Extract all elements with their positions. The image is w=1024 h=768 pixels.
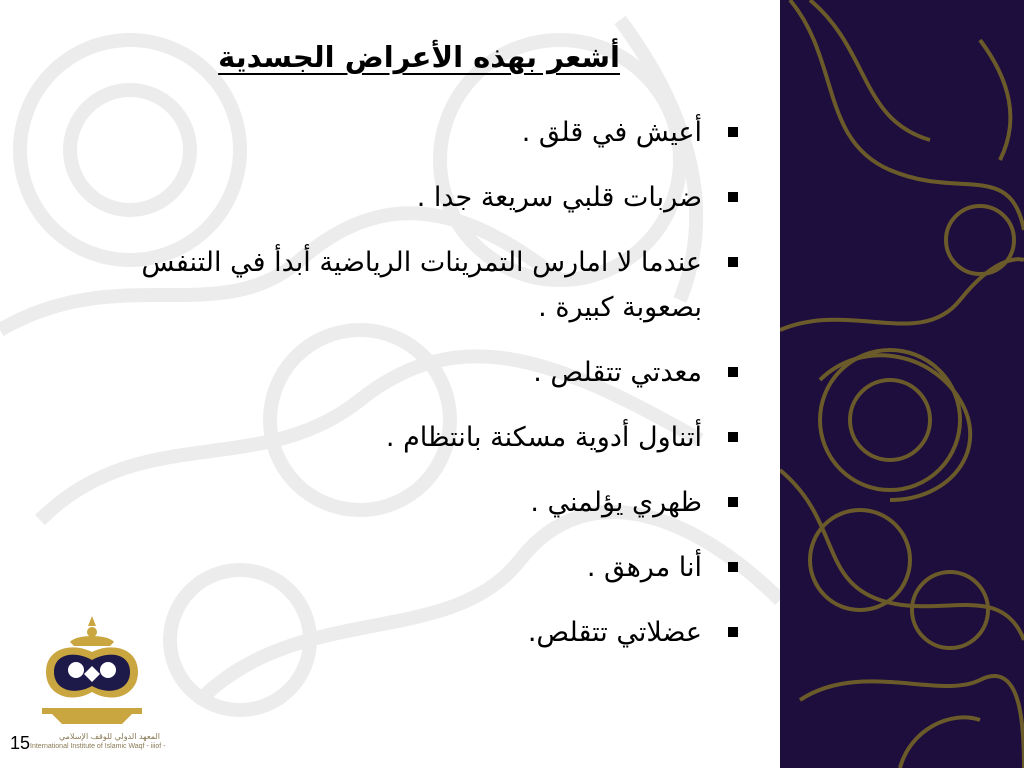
- arabesque-ornament: [780, 0, 1024, 768]
- list-item: [60, 545, 740, 590]
- logo-name-english: [30, 742, 166, 751]
- list-item-text: أتناول أدوية مسكنة بانتظام .: [385, 422, 702, 453]
- square-bullet-icon: [728, 367, 738, 377]
- list-item-text: عضلاتي تتقلص.: [527, 617, 702, 648]
- list-item-text: عندما لا امارس التمرينات الرياضية أبدأ في التنفس بصعوبة كبيرة .: [141, 247, 702, 323]
- square-bullet-icon: [728, 497, 738, 507]
- list-item: [60, 110, 740, 155]
- list-item-text: أنا مرهق .: [586, 552, 702, 583]
- logo-emblem-icon: [32, 612, 152, 730]
- list-item: [60, 350, 740, 395]
- list-item-text: ظهري يؤلمني .: [530, 487, 702, 518]
- list-item: [60, 415, 740, 460]
- square-bullet-icon: [728, 627, 738, 637]
- slide-title: أشعر بهذه الأعراض الجسدية: [218, 40, 620, 74]
- list-item: [60, 175, 740, 220]
- list-item-text: ضربات قلبي سريعة جدا .: [416, 182, 702, 213]
- logo-name-english-text: International Institute of Islamic Waqf: [30, 743, 145, 750]
- page-number: 15: [10, 733, 31, 753]
- square-bullet-icon: [728, 257, 738, 267]
- list-item: [60, 240, 740, 330]
- decorative-side-panel: [780, 0, 1024, 768]
- list-item-text: معدتي تتقلص .: [533, 357, 702, 388]
- square-bullet-icon: [728, 127, 738, 137]
- square-bullet-icon: [728, 192, 738, 202]
- square-bullet-icon: [728, 432, 738, 442]
- logo-name-arabic: المعهد الدولي للوقف الإسلامي: [58, 732, 160, 741]
- square-bullet-icon: [728, 562, 738, 572]
- logo-abbrev: - iiiof -: [146, 743, 166, 750]
- list-item-text: أعيش في قلق .: [521, 117, 702, 148]
- list-item: [60, 480, 740, 525]
- symptom-list: [60, 110, 740, 675]
